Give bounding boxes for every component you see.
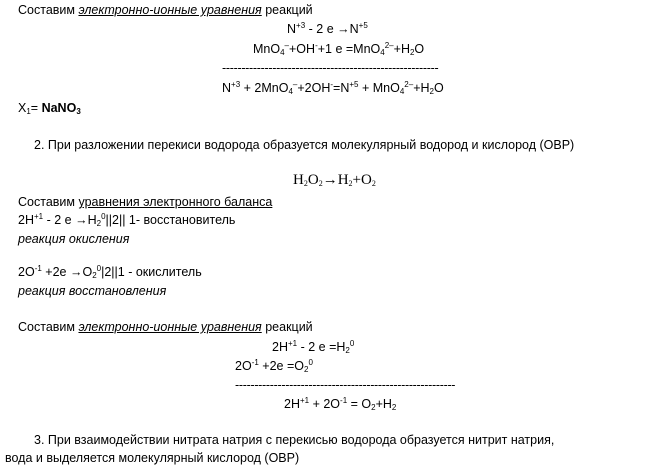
oxidation-label: реакция окисления <box>18 232 130 246</box>
x1-answer: $X_1=$ NaNO$_3$ <box>18 101 81 116</box>
equation-h2o2-decomposition: $H_2O_2\to H_2+O_2$ <box>293 172 376 188</box>
ionic-equation-h: $2H^{+1} - 2$ $e =H_2^0$ <box>272 339 355 355</box>
reduction-equation: $2O^{-1} +2e \to O_2^0|2||1$ - окислитель <box>18 264 202 280</box>
equation-mno4-reduction: MnO$_4$–+OH-+1 $e =MnO_4^{2-}+H_2O$ <box>253 41 425 57</box>
separator-2: --------------------------------------------------------- <box>235 378 456 392</box>
equation-n-oxidation: $N^{+3} - 2$ $e \to N^{+5}$ <box>287 21 368 36</box>
section-3-title-cont: вода и выделяется молекулярный кислород (ОВР) <box>5 451 300 465</box>
balance-heading: Составим уравнения электронного баланса <box>18 195 273 209</box>
oxidation-equation: $2H^{+1} - 2$ $e \to H_2^0||2||$ 1- восстановитель <box>18 212 236 228</box>
ionic-heading-1: Составим электронно-ионные уравнения реакций <box>18 3 313 17</box>
ionic-equation-o: $2O^{-1} +2e =O_2^0$ <box>235 358 313 374</box>
section-3-title: 3. При взаимодействии нитрата натрия с перекисью водорода образуется нитрит натрия, <box>34 433 555 447</box>
equation-sum-2: $2H^{+1} + 2O^{-1} = O_2+H_2$ <box>284 396 397 412</box>
ionic-heading-2: Составим электронно-ионные уравнения реакций <box>18 320 313 334</box>
separator-1: -------------------------------------------------------- <box>222 61 439 75</box>
section-2-title: 2. При разложении перекиси водорода образуется молекулярный водород и кислород (ОВР) <box>34 138 575 152</box>
equation-sum-1: $N^{+3} + 2MnO_4^-+2OH^-=N^{+5} + MnO_4^{2-}+H_2O$ <box>222 80 444 96</box>
reduction-label: реакция восстановления <box>18 284 167 298</box>
